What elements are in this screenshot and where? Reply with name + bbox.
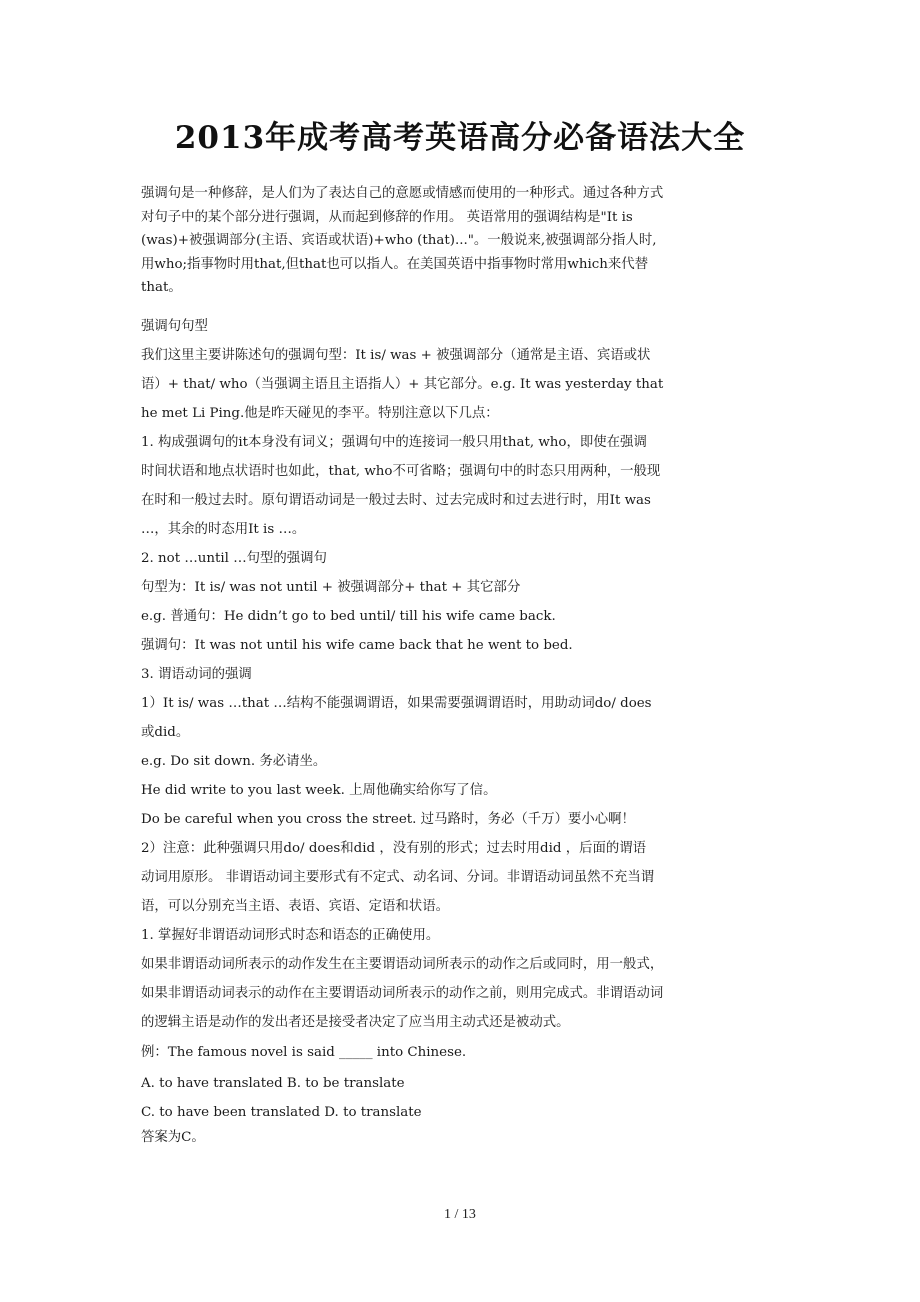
text-line: 2. not …until …句型的强调句 (141, 551, 327, 566)
text-line: He did write to you last week. 上周他确实给你写了信。 (141, 783, 497, 798)
text-line: e.g. Do sit down. 务必请坐。 (141, 754, 327, 769)
text-line: 我们这里主要讲陈述句的强调句型：It is/ was + 被强调部分（通常是主语、宾语或状 (141, 348, 651, 363)
text-line: 如果非谓语动词所表示的动作发生在主要谓语动词所表示的动作之后或同时，用一般式， (141, 957, 664, 972)
text-line: 如果非谓语动词表示的动作在主要谓语动词所表示的动作之前，则用完成式。非谓语动词 (141, 986, 664, 1001)
text-line: 在时和一般过去时。原句谓语动词是一般过去时、过去完成时和过去进行时，用It was (141, 493, 651, 508)
text-line: (was)+被强调部分(主语、宾语或状语)+who (that)..."。一般说来,被强调部分指人时, (141, 233, 657, 249)
text-line: 动词用原形。 非谓语动词主要形式有不定式、动名词、分词。非谓语动词虽然不充当谓 (141, 870, 655, 885)
document-title: 2013年成考高考英语高分必备语法大全 (174, 120, 746, 156)
text-line: 用who;指事物时用that,但that也可以指人。在美国英语中指事物时常用which来代替 (141, 256, 649, 272)
text-line: 强调句是一种修辞，是人们为了表达自己的意愿或情感而使用的一种形式。通过各种方式 (141, 186, 664, 201)
text-line: 语）+ that/ who（当强调主语且主语指人）+ 其它部分。e.g. It was yesterday that (141, 377, 664, 392)
text-line: that。 (141, 280, 182, 296)
text-line: 或did。 (141, 725, 190, 740)
text-line: 语，可以分别充当主语、表语、宾语、定语和状语。 (141, 899, 449, 914)
text-line: e.g. 普通句：He didn’t go to bed until/ till his wife came back. (141, 609, 556, 624)
intro-paragraph (141, 182, 781, 300)
text-line: 句型为：It is/ was not until + 被强调部分+ that + 其它部分 (141, 580, 521, 595)
document-body (141, 312, 781, 1150)
text-line: he met Li Ping.他是昨天碰见的李平。特别注意以下几点： (141, 406, 499, 421)
text-line: 1. 构成强调句的it本身没有词义；强调句中的连接词一般只用that, who，即使在强调 (141, 435, 647, 450)
text-line: 时间状语和地点状语时也如此，that, who不可省略；强调句中的时态只用两种，一般现 (141, 464, 661, 479)
text-line: 的逻辑主语是动作的发出者还是接受者决定了应当用主动式还是被动式。 (141, 1015, 570, 1030)
text-line: Do be careful when you cross the street. 过马路时，务必（千万）要小心啊！ (141, 812, 635, 827)
text-line: 1）It is/ was …that …结构不能强调谓语，如果需要强调谓语时，用助动词do/ does (141, 696, 652, 711)
answer-option-line: A. to have translated B. to be translate (141, 1076, 405, 1091)
answer-line: 答案为C。 (141, 1130, 205, 1145)
text-line: 1. 掌握好非谓语动词形式时态和语态的正确使用。 (141, 928, 440, 943)
example-question: 例：The famous novel is said _____ into Chinese. (141, 1045, 467, 1060)
text-line: 强调句：It was not until his wife came back that he went to bed. (141, 638, 573, 653)
page-number: 1 / 13 (444, 1207, 476, 1222)
text-line: 对句子中的某个部分进行强调，从而起到修辞的作用。 英语常用的强调结构是"It is (141, 209, 633, 225)
answer-option-line: C. to have been translated D. to translate (141, 1105, 422, 1120)
text-line: 3. 谓语动词的强调 (141, 667, 252, 682)
text-line: 2）注意：此种强调只用do/ does和did ，没有别的形式；过去时用did ，后面的谓语 (141, 841, 647, 856)
text-line: …，其余的时态用It is …。 (141, 522, 306, 537)
section-heading: 强调句句型 (141, 319, 208, 334)
